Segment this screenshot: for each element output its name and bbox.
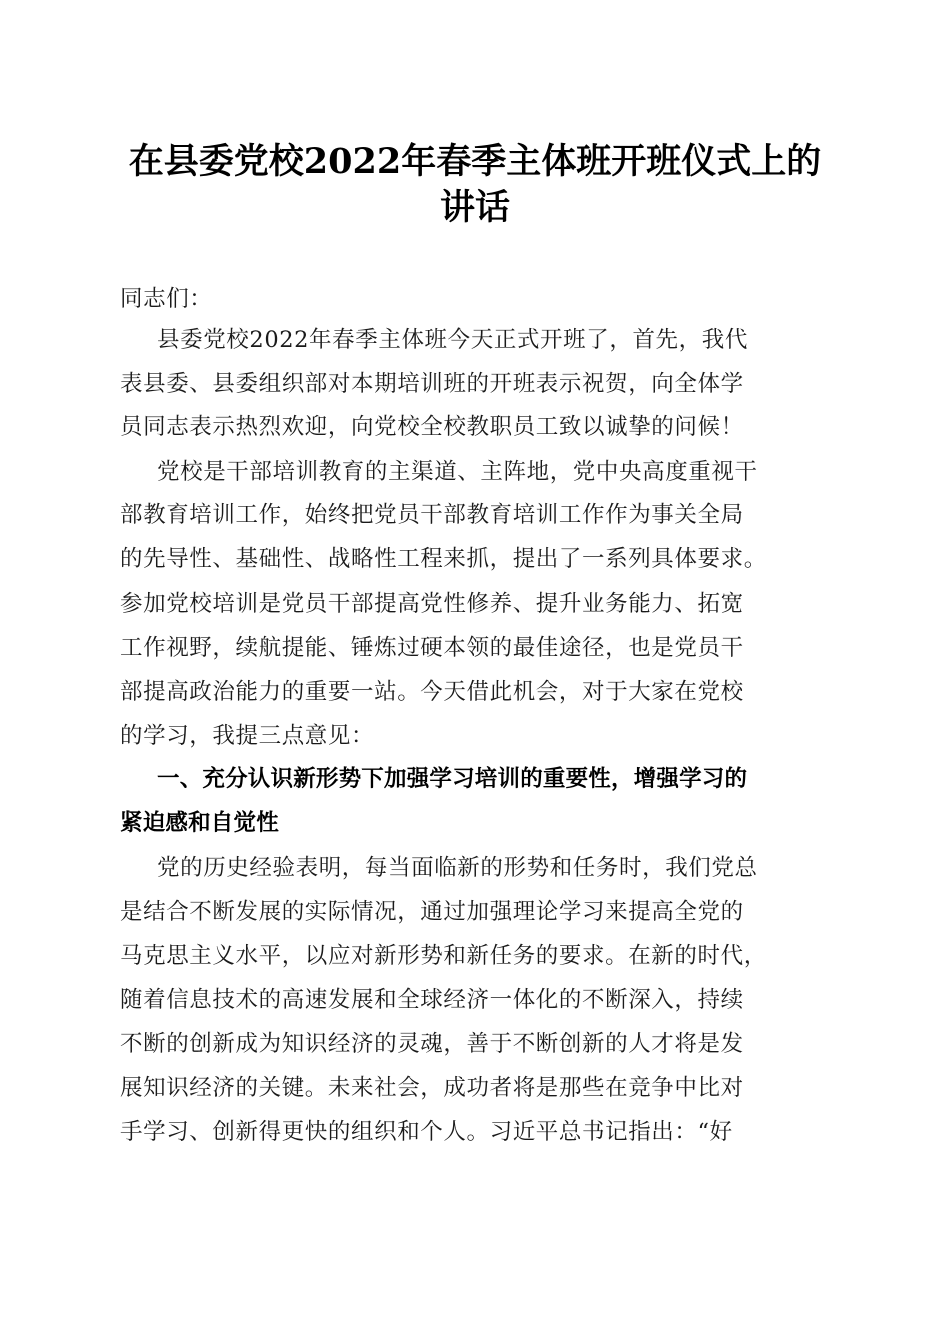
body-line: 展知识经济的关键。未来社会，成功者将是那些在竞争中比对 (120, 1075, 744, 1101)
body-line: 党的历史经验表明，每当面临新的形势和任务时，我们党总 (157, 855, 758, 881)
body-line: 部教育培训工作，始终把党员干部教育培训工作作为事关全局 (120, 502, 744, 528)
salutation: 同志们： (120, 286, 213, 312)
body-line: 是结合不断发展的实际情况，通过加强理论学习来提高全党的 (120, 899, 744, 925)
body-line: 不断的创新成为知识经济的灵魂，善于不断创新的人才将是发 (120, 1031, 744, 1057)
body-line: 手学习、创新得更快的组织和个人。习近平总书记指出：“好 (120, 1119, 733, 1145)
body-line: 马克思主义水平，以应对新形势和新任务的要求。在新的时代， (120, 943, 767, 969)
body-line: 的学习，我提三点意见： (120, 723, 375, 749)
document-title-line-2: 讲话 (439, 187, 510, 228)
body-line: 工作视野，续航提能、锤炼过硬本领的最佳途径，也是党员干 (120, 635, 744, 661)
body-line: 员同志表示热烈欢迎，向党校全校教职员工致以诚挚的问候！ (120, 414, 744, 440)
body-line: 党校是干部培训教育的主渠道、主阵地，党中央高度重视干 (157, 459, 758, 485)
body-line: 随着信息技术的高速发展和全球经济一体化的不断深入，持续 (120, 987, 744, 1013)
body-line: 的先导性、基础性、战略性工程来抓，提出了一系列具体要求。 (120, 546, 767, 572)
document-title-line-1: 在县委党校2022年春季主体班开班仪式上的 (128, 141, 822, 182)
body-line: 部提高政治能力的重要一站。今天借此机会，对于大家在党校 (120, 679, 744, 705)
body-line: 表县委、县委组织部对本期培训班的开班表示祝贺，向全体学 (120, 371, 744, 397)
body-line: 参加党校培训是党员干部提高党性修养、提升业务能力、拓宽 (120, 591, 744, 617)
body-line: 县委党校2022年春季主体班今天正式开班了，首先，我代 (157, 327, 748, 353)
section-heading-line-1: 一、充分认识新形势下加强学习培训的重要性，增强学习的 (157, 766, 748, 792)
section-heading-line-2: 紧迫感和自觉性 (120, 810, 279, 836)
